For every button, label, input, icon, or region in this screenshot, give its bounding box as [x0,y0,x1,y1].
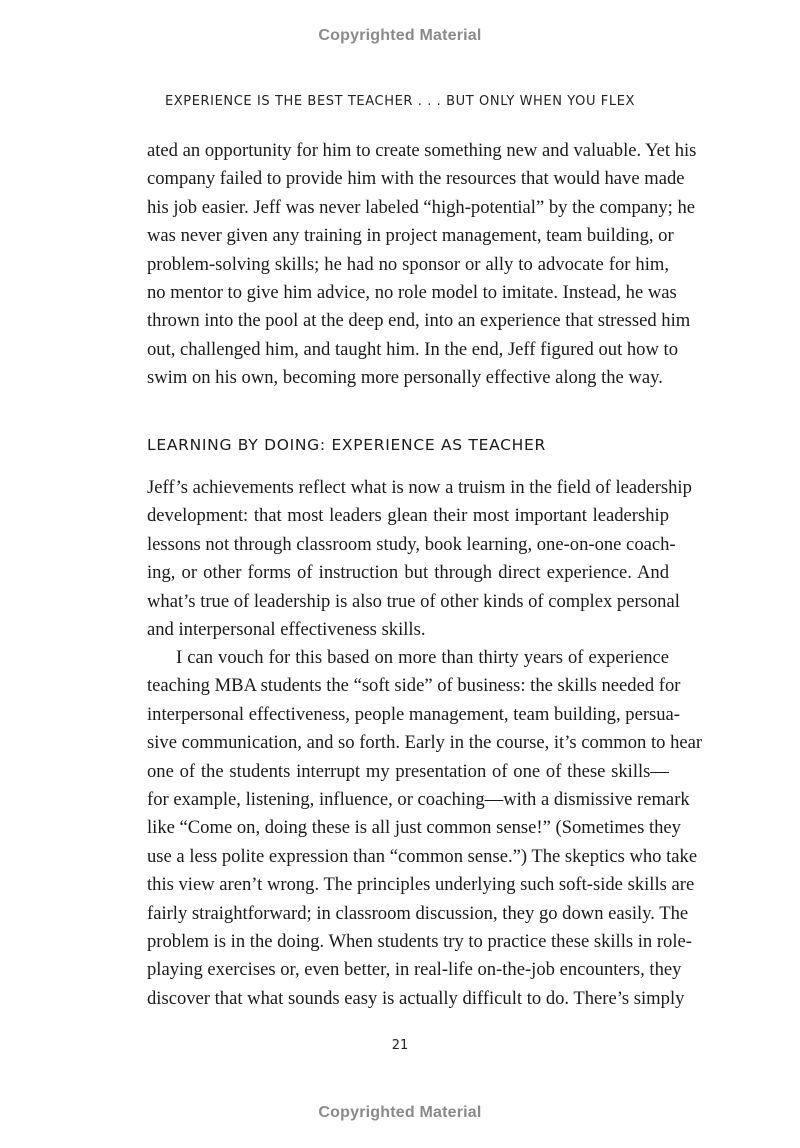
text-line: ated an opportunity for him to create something new and valuable. Yet his [147,140,697,161]
body-paragraph [147,137,697,393]
text-line: his job easier. Jeff was never labeled “high-potential” by the company; he [147,196,695,218]
text-line: Jeff’s achievements reflect what is now a truism in the field of leadership [147,477,692,498]
text-line: development: that most leaders glean their most important leadership [147,505,669,527]
text-line: no mentor to give him advice, no role model to imitate. Instead, he was [147,281,677,303]
text-line: teaching MBA students the “soft side” of business: the skills needed for [147,675,681,697]
text-line: like “Come on, doing these is all just common sense!” (Sometimes they [147,817,681,839]
text-line: use a less polite expression than “common sense.”) The skeptics who take [147,845,698,867]
body-paragraph [147,474,692,644]
text-line: ing, or other forms of instruction but through direct experience. And [147,562,669,584]
text-line: problem is in the doing. When students try to practice these skills in role- [147,930,692,952]
text-line: interpersonal effectiveness, people management, team building, persua- [147,703,680,725]
body-paragraph [147,644,703,1013]
copyright-watermark-bottom: Copyrighted Material [318,1104,482,1121]
text-line: fairly straightforward; in classroom discussion, they go down easily. The [147,902,689,924]
text-line: this view aren’t wrong. The principles underlying such soft-side skills are [147,874,695,896]
text-line: lessons not through classroom study, book learning, one-on-one coach- [147,533,676,555]
page-number: 21 [391,1038,409,1053]
copyright-watermark-top: Copyrighted Material [318,27,482,44]
section-heading: LEARNING BY DOING: EXPERIENCE AS TEACHER [147,436,546,454]
text-line: was never given any training in project management, team building, or [147,225,674,247]
text-line: out, challenged him, and taught him. In the end, Jeff figured out how to [147,338,679,360]
text-line: what’s true of leadership is also true of other kinds of complex personal [147,590,680,612]
text-line: swim on his own, becoming more personally effective along the way. [147,367,663,389]
text-line: company failed to provide him with the resources that would have made [147,168,685,190]
text-line: discover that what sounds easy is actually difficult to do. There’s simply [147,987,685,1009]
text-line: for example, listening, influence, or coaching—with a dismissive remark [147,788,690,810]
text-line: and interpersonal effectiveness skills. [147,618,426,640]
text-line: thrown into the pool at the deep end, into an experience that stressed him [147,310,691,332]
text-line: one of the students interrupt my presentation of one of these skills— [147,760,669,782]
text-line: I can vouch for this based on more than thirty years of experience [176,647,669,668]
text-line: problem-solving skills; he had no sponsor or ally to advocate for him, [147,253,669,275]
text-line: playing exercises or, even better, in real-life on-the-job encounters, they [147,959,682,981]
running-head: EXPERIENCE IS THE BEST TEACHER . . . BUT ONLY WHEN YOU FLEX [164,94,636,109]
text-line: sive communication, and so forth. Early in the course, it’s common to hear [147,732,703,754]
